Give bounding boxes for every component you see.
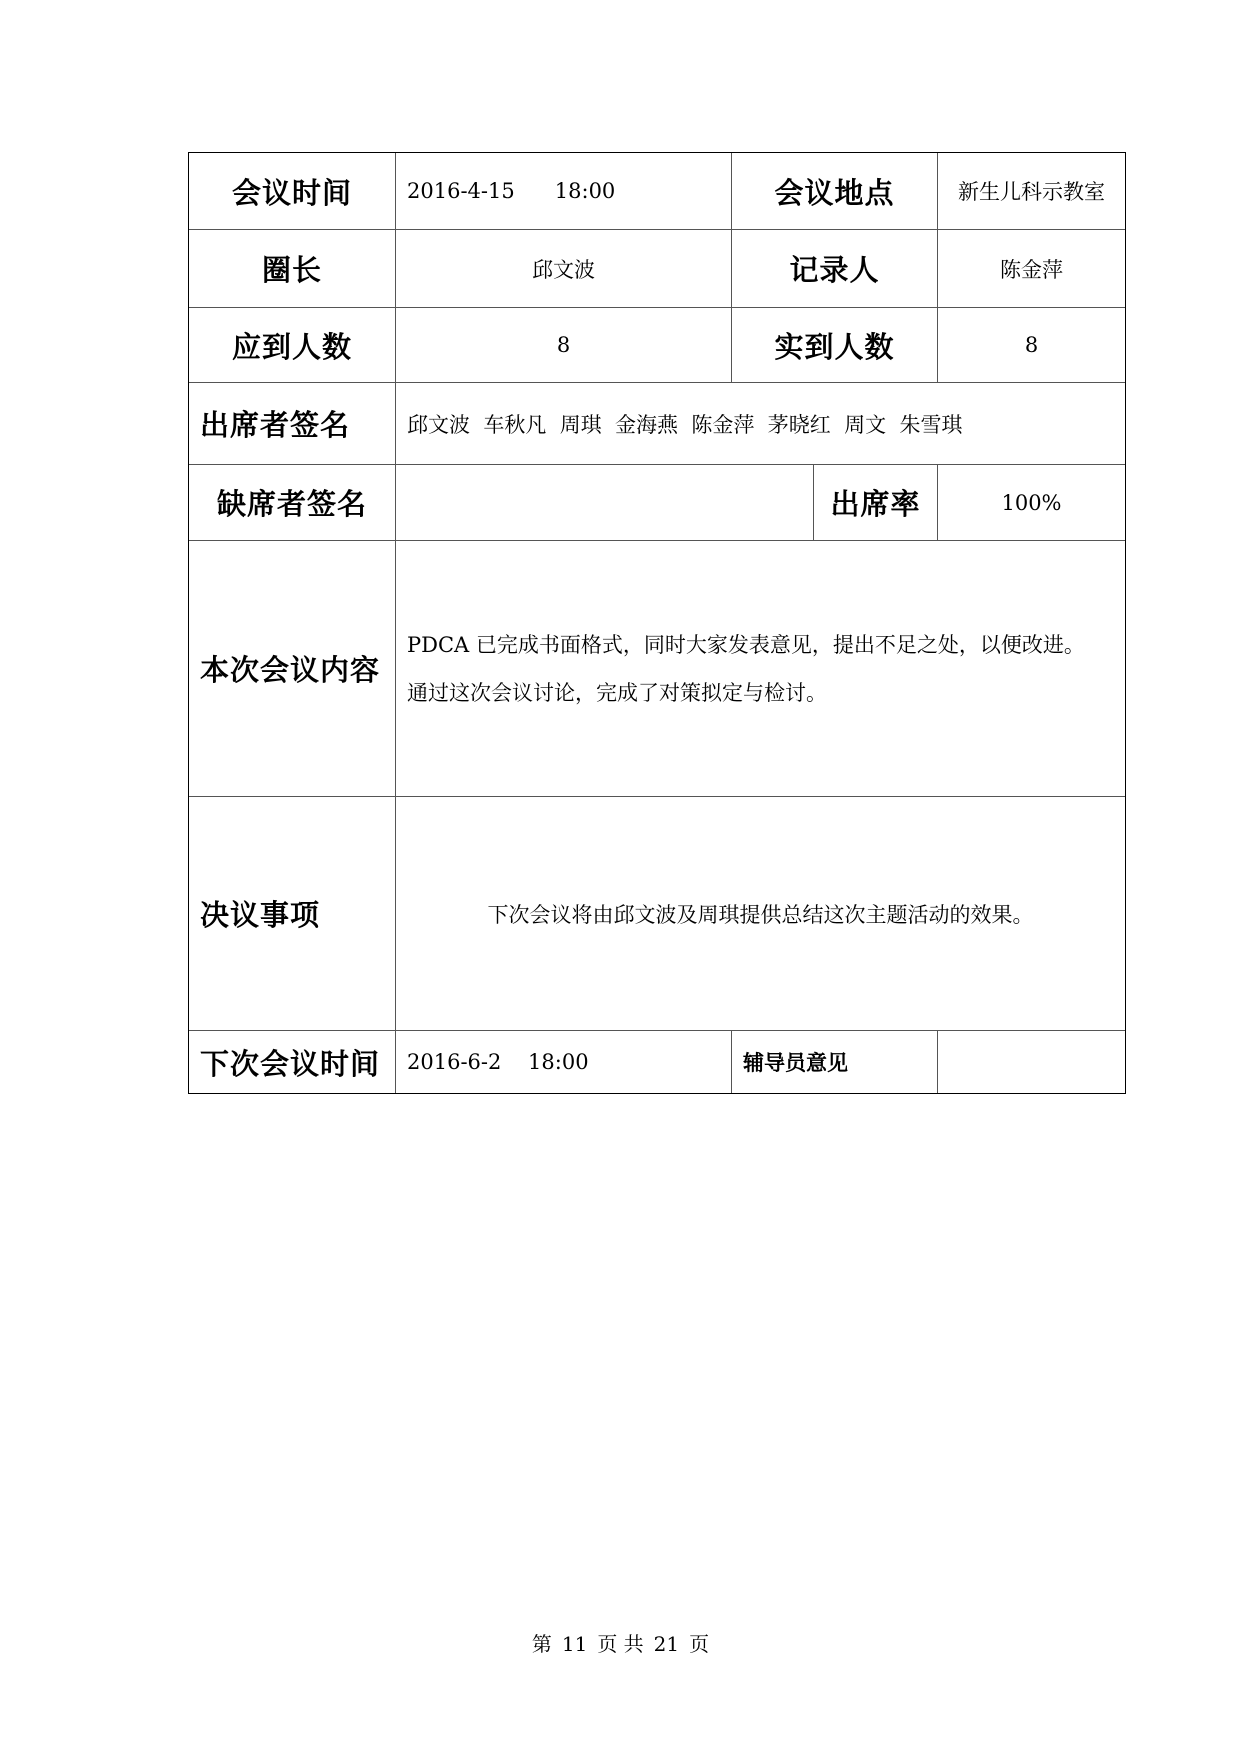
next-meeting-label: 下次会议时间 bbox=[200, 1046, 381, 1081]
advisor-label: 辅导员意见 bbox=[731, 1031, 937, 1093]
expected-count-value: 8 bbox=[395, 308, 731, 382]
meeting-place-value: 新生儿科示教室 bbox=[937, 153, 1125, 229]
page-footer bbox=[0, 1628, 1241, 1657]
attendance-rate-value: 100% bbox=[937, 465, 1125, 540]
row-attendees bbox=[189, 382, 1125, 464]
attendees-label: 出席者签名 bbox=[200, 408, 351, 442]
resolution-value: 下次会议将由邱文波及周琪提供总结这次主题活动的效果。 bbox=[395, 797, 1125, 1030]
recorder-value: 陈金萍 bbox=[937, 230, 1125, 307]
content-line-1: PDCA 已完成书面格式，同时大家发表意见，提出不足之处，以便改进。 bbox=[407, 632, 1085, 657]
row-resolution bbox=[189, 796, 1125, 1030]
recorder-label: 记录人 bbox=[731, 230, 937, 307]
expected-count-label: 应到人数 bbox=[231, 329, 352, 364]
row-meeting-time bbox=[189, 153, 1125, 229]
advisor-value bbox=[937, 1031, 1125, 1093]
row-leader bbox=[189, 229, 1125, 307]
row-absentees bbox=[189, 464, 1125, 540]
footer-middle: 页 共 bbox=[597, 1632, 644, 1656]
footer-page-number: 11 bbox=[561, 1632, 588, 1656]
absentees-value bbox=[395, 465, 813, 540]
row-headcount bbox=[189, 307, 1125, 382]
absentees-label: 缺席者签名 bbox=[216, 487, 367, 521]
footer-suffix: 页 bbox=[689, 1632, 710, 1656]
row-meeting-content bbox=[189, 540, 1125, 796]
content-text bbox=[407, 621, 1085, 717]
footer-prefix: 第 bbox=[531, 1632, 552, 1656]
meeting-time-value: 2016-4-15 18:00 bbox=[395, 153, 731, 229]
attendees-value: 邱文波 车秋凡 周琪 金海燕 陈金萍 茅晓红 周文 朱雪琪 bbox=[395, 383, 1125, 464]
resolution-label: 决议事项 bbox=[200, 898, 321, 932]
leader-label: 圈长 bbox=[261, 253, 322, 287]
meeting-record-table bbox=[188, 152, 1126, 1094]
content-label: 本次会议内容 bbox=[200, 653, 381, 687]
attendance-rate-label: 出席率 bbox=[813, 465, 937, 540]
meeting-place-label: 会议地点 bbox=[731, 153, 937, 229]
row-next-meeting bbox=[189, 1030, 1125, 1093]
content-value bbox=[395, 541, 1125, 796]
footer-total-pages: 21 bbox=[653, 1632, 680, 1656]
next-meeting-value: 2016-6-2 18:00 bbox=[395, 1031, 731, 1093]
actual-count-value: 8 bbox=[937, 308, 1125, 382]
actual-count-label: 实到人数 bbox=[731, 308, 937, 382]
meeting-time-label: 会议时间 bbox=[231, 175, 352, 210]
leader-value: 邱文波 bbox=[395, 230, 731, 307]
content-line-2: 通过这次会议讨论，完成了对策拟定与检讨。 bbox=[407, 680, 827, 705]
